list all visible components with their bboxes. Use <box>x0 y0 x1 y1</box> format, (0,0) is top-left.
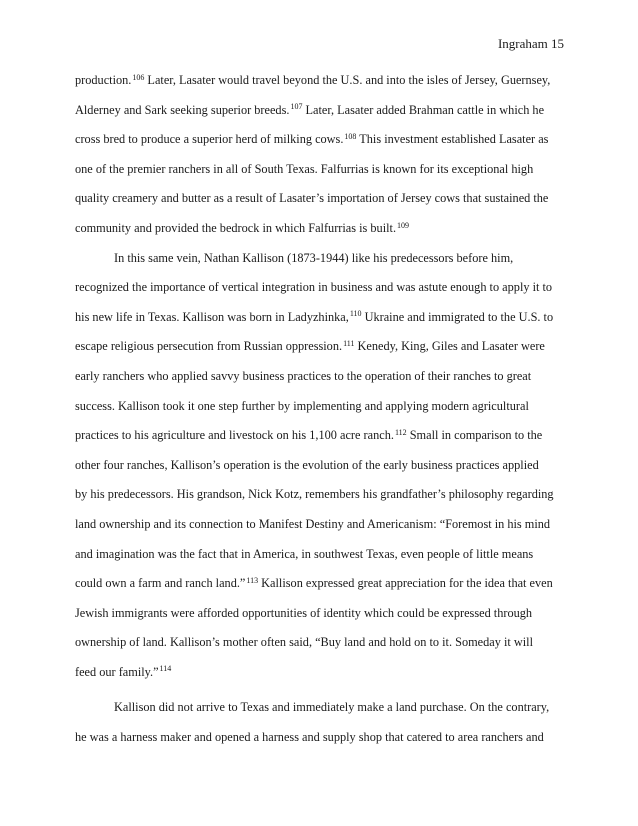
footnote-ref: 112 <box>394 427 407 437</box>
text-line <box>75 96 565 126</box>
footnote-ref: 107 <box>290 102 303 112</box>
text-line <box>75 569 565 599</box>
text-run: Kallison expressed great appreciation for the idea that even <box>258 576 553 591</box>
text-line <box>75 723 565 753</box>
text-line <box>75 451 565 481</box>
footnote-ref: 108 <box>344 131 357 141</box>
text-run: could own a farm and ranch land.” <box>75 576 246 591</box>
text-run: other four ranches, Kallison’s operation is the evolution of the early business practices applied <box>75 457 539 472</box>
text-run: Small in comparison to the <box>406 428 543 443</box>
text-run: escape religious persecution from Russian oppression. <box>75 339 343 354</box>
text-line <box>75 599 565 629</box>
paragraph <box>75 693 565 752</box>
footnote-ref: 109 <box>397 220 410 230</box>
text-line <box>75 540 565 570</box>
text-run: Ukraine and immigrated to the U.S. to <box>361 309 554 324</box>
running-head: Ingraham 15 <box>497 36 564 51</box>
text-run: Kallison did not arrive to Texas and immediately make a land purchase. On the contrary, <box>114 700 550 715</box>
text-line <box>75 273 565 303</box>
text-run: early ranchers who applied savvy business practices to the operation of their ranches to great <box>75 368 532 383</box>
text-run: Kenedy, King, Giles and Lasater were <box>354 339 545 354</box>
text-line <box>75 510 565 540</box>
text-line <box>75 303 565 333</box>
footnote-ref: 113 <box>246 575 259 585</box>
text-line <box>75 214 565 244</box>
text-run: and imagination was the fact that in America, in southwest Texas, even people of little means <box>75 546 534 561</box>
text-line <box>75 421 565 451</box>
text-line <box>75 362 565 392</box>
text-line <box>75 155 565 185</box>
text-line <box>75 628 565 658</box>
text-run: Jewish immigrants were afforded opportunities of identity which could be expressed through <box>75 605 533 620</box>
text-line <box>75 244 565 274</box>
text-line <box>75 184 565 214</box>
text-run: recognized the importance of vertical integration in business and was astute enough to apply it to <box>75 280 553 295</box>
text-run: by his predecessors. His grandson, Nick Kotz, remembers his grandfather’s philosophy regarding <box>75 487 554 502</box>
text-run: land ownership and its connection to Manifest Destiny and Americanism: “Foremost in his mind <box>75 516 551 531</box>
text-line <box>75 66 565 96</box>
text-run: In this same vein, Nathan Kallison (1873-1944) like his predecessors before him, <box>114 250 514 265</box>
text-run: feed our family.” <box>75 664 159 679</box>
text-line <box>75 125 565 155</box>
footnote-ref: 111 <box>343 338 355 348</box>
footnote-ref: 106 <box>132 72 145 82</box>
text-run: production. <box>75 73 132 87</box>
text-line <box>75 480 565 510</box>
text-run: success. Kallison took it one step further by implementing and applying modern agricultural <box>75 398 529 413</box>
text-line <box>75 693 565 723</box>
text-run: ownership of land. Kallison’s mother often said, “Buy land and hold on to it. Someday it will <box>75 635 533 650</box>
paragraph <box>75 66 565 244</box>
text-run: Later, Lasater added Brahman cattle in which he <box>302 102 545 117</box>
text-run: cross bred to produce a superior herd of milking cows. <box>75 132 344 147</box>
text-run: community and provided the bedrock in which Falfurrias is built. <box>75 220 397 235</box>
footnote-ref: 114 <box>159 664 172 674</box>
paragraph <box>75 244 565 688</box>
text-line <box>75 392 565 422</box>
footnote-ref: 110 <box>349 309 362 319</box>
text-run: one of the premier ranchers in all of South Texas. Falfurrias is known for its exceptional high <box>75 161 534 176</box>
text-run: his new life in Texas. Kallison was born in Ladyzhinka, <box>75 309 349 324</box>
text-run: he was a harness maker and opened a harness and supply shop that catered to area ranchers and <box>75 730 544 745</box>
text-run: Later, Lasater would travel beyond the U.S. and into the isles of Jersey, Guernsey, <box>144 73 551 87</box>
text-line <box>75 332 565 362</box>
text-run: practices to his agriculture and livestock on his 1,100 acre ranch. <box>75 428 394 443</box>
text-run: Alderney and Sark seeking superior breeds. <box>75 102 290 117</box>
document-body <box>75 66 565 753</box>
text-run: This investment established Lasater as <box>356 132 549 147</box>
text-line <box>75 658 565 688</box>
text-run: quality creamery and butter as a result of Lasater’s importation of Jersey cows that sustained the <box>75 191 549 206</box>
